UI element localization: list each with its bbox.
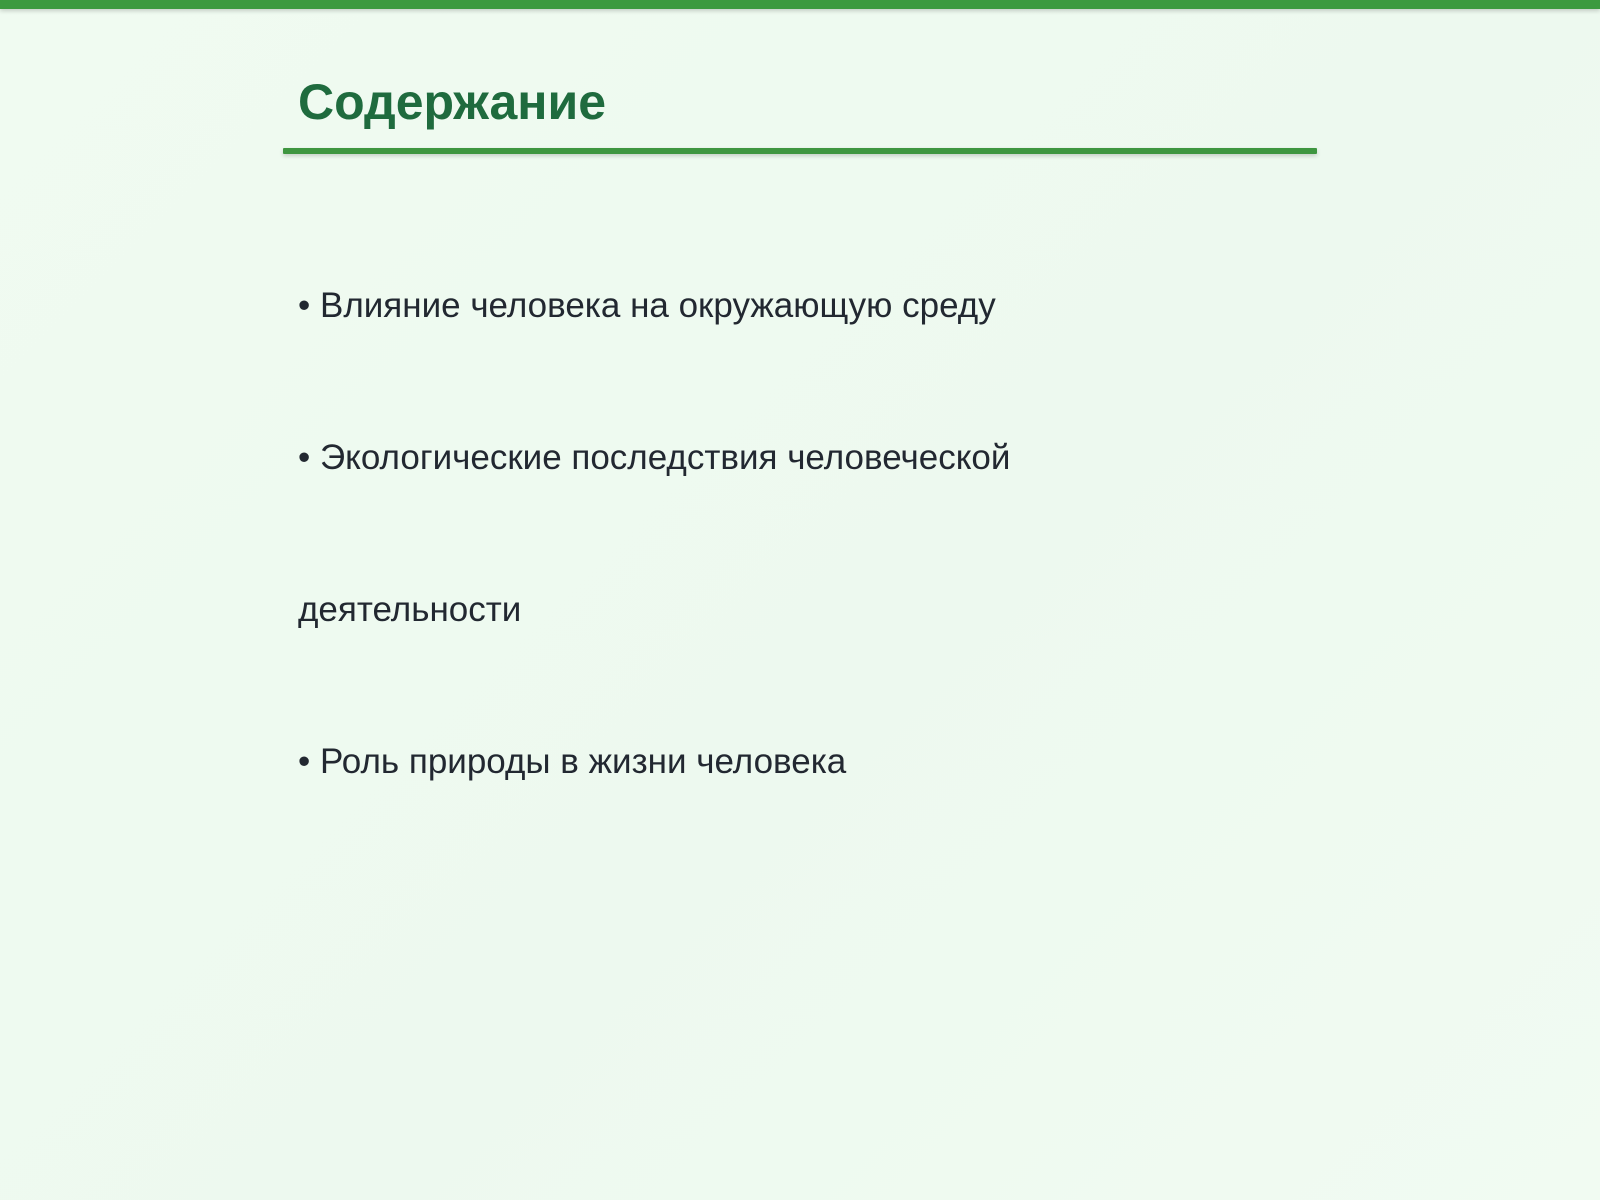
contents-item-role-of-nature: • Роль природы в жизни человека — [298, 742, 847, 781]
contents-item-human-impact: • Влияние человека на окружающую среду — [298, 286, 996, 325]
slide-title: Содержание — [298, 74, 607, 130]
contents-item-ecological-consequences: • Экологические последствия человеческой — [298, 438, 1011, 477]
contents-item-ecological-consequences-continued: деятельности — [298, 590, 522, 629]
contents-list — [298, 0, 1298, 1200]
